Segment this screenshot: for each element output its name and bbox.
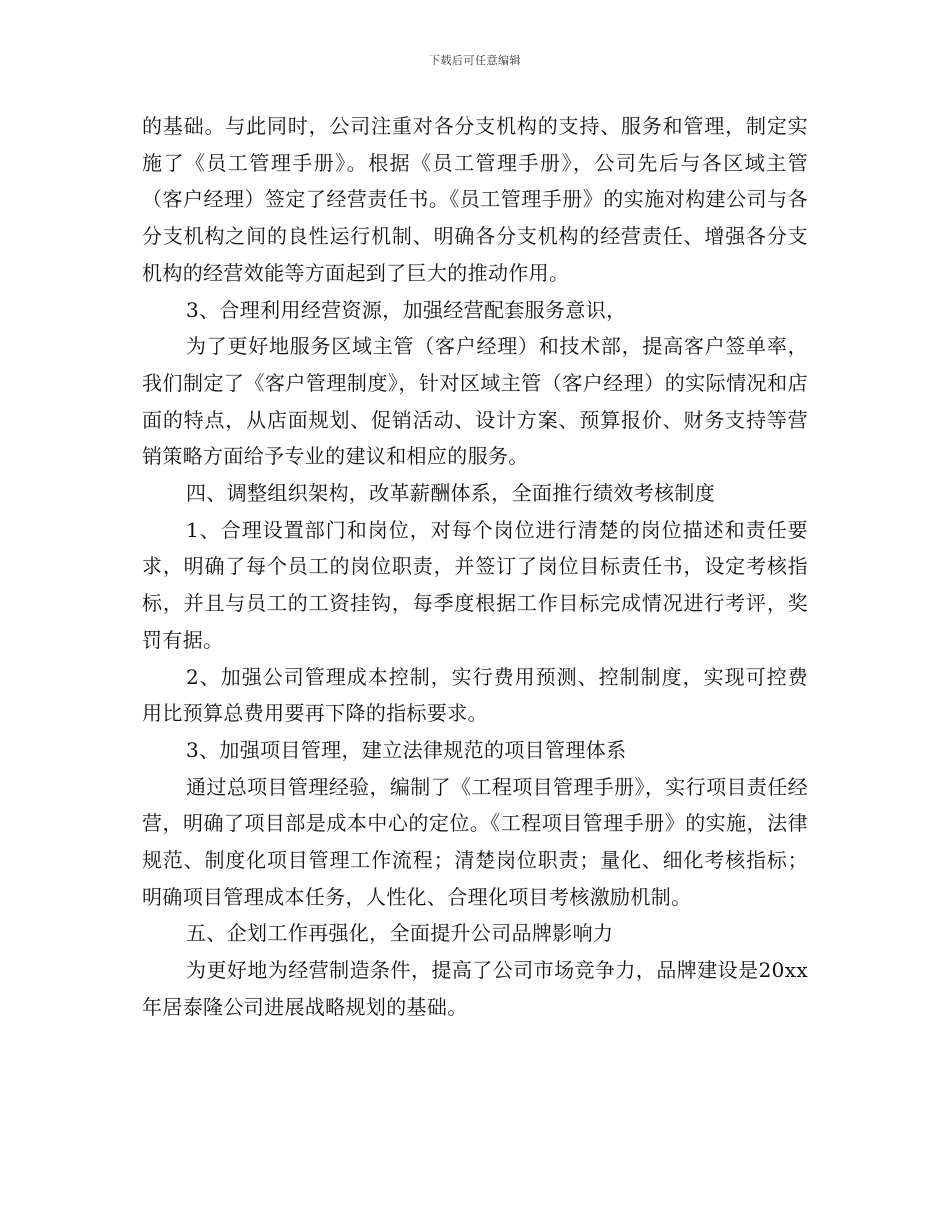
paragraph: 2、加强公司管理成本控制，实行费用预测、控制制度，实现可控费用比预算总费用要再下降的指标要求。 [142,664,808,726]
paragraph: 通过总项目管理经验，编制了《工程项目管理手册》，实行项目责任经营，明确了项目部是成本中心的定位。《工程项目管理手册》的实施，法律规范、制度化项目管理工作流程；清楚岗位职责；量化、细化考核指标；明确项目管理成本任务，人性化、合理化项目考核激励机制。 [142,774,808,909]
paragraph: 为更好地为经营制造条件，提高了公司市场竞争力，品牌建设是20xx年居泰隆公司进展战略规划的基础。 [142,958,808,1019]
paragraph: 为了更好地服务区域主管（客户经理）和技术部，提高客户签单率，我们制定了《客户管理制度》，针对区域主管（客户经理）的实际情况和店面的特点，从店面规划、促销活动、设计方案、预算报价、财务支持等营销策略方面给予专业的建议和相应的服务。 [142,334,808,469]
paragraph: 3、合理利用经营资源，加强经营配套服务意识， [186,297,627,322]
page-header: 下载后可任意编辑 [429,54,521,67]
document-body [142,108,808,1026]
paragraph: 的基础。与此同时，公司注重对各分支机构的支持、服务和管理，制定实施了《员工管理手册》。根据《员工管理手册》，公司先后与各区域主管（客户经理）签定了经营责任书。《员工管理手册》的实施对构建公司与各分支机构之间的良性运行机制、明确各分支机构的经营责任、增强各分支机构的经营效能等方面起到了巨大的推动作用。 [142,114,808,285]
section-heading: 四、调整组织架构，改革薪酬体系，全面推行绩效考核制度 [186,481,716,506]
section-heading: 五、企划工作再强化，全面提升公司品牌影响力 [186,921,614,946]
paragraph: 3、加强项目管理，建立法律规范的项目管理体系 [186,737,627,762]
paragraph: 1、合理设置部门和岗位，对每个岗位进行清楚的岗位描述和责任要求，明确了每个员工的岗位职责，并签订了岗位目标责任书，设定考核指标，并且与员工的工资挂钩，每季度根据工作目标完成情况进行考评，奖罚有据。 [142,517,808,652]
